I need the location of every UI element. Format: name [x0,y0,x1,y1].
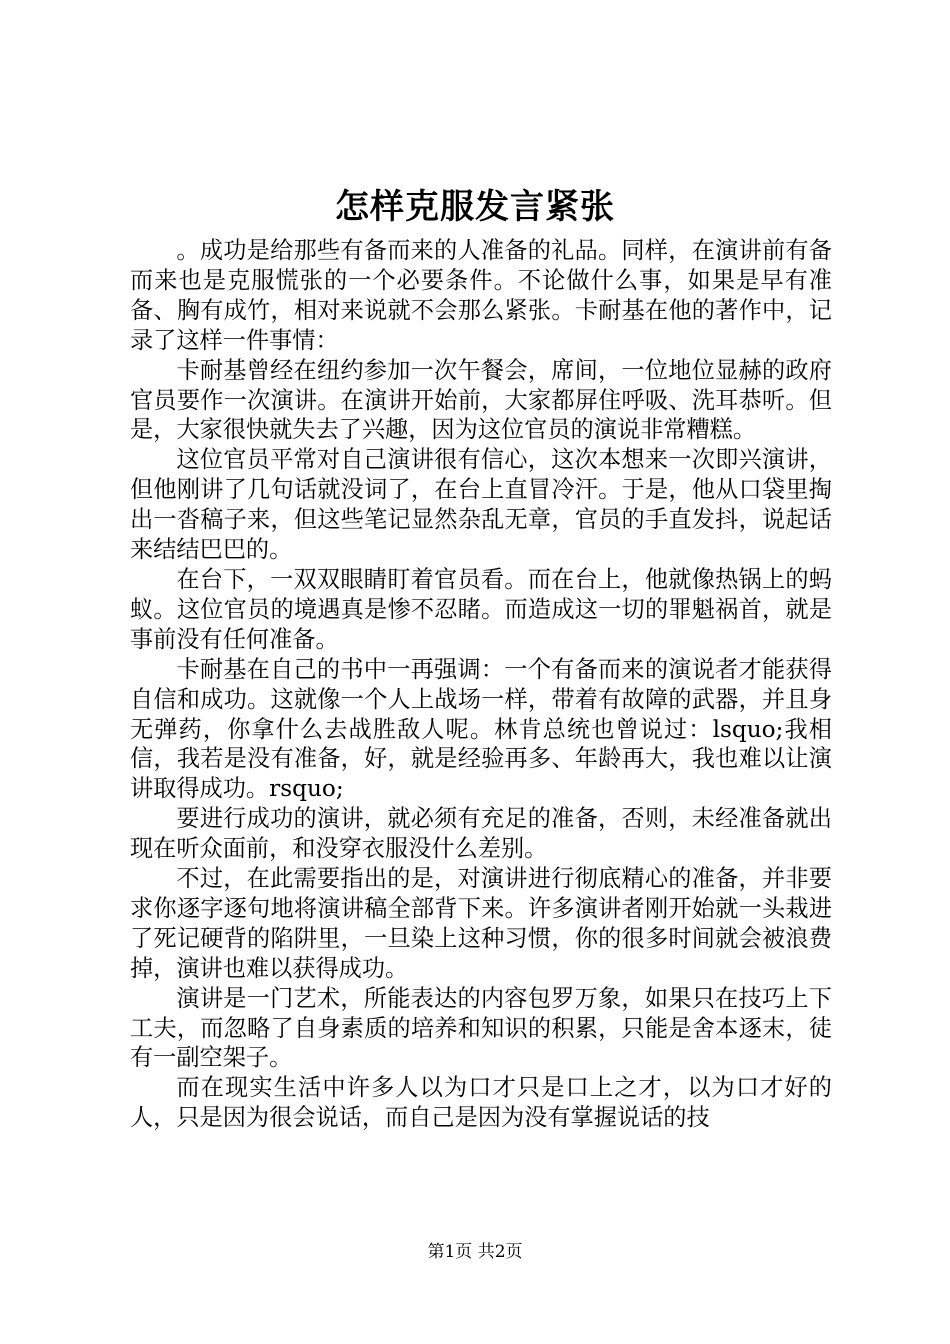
article-body [130,236,832,1133]
paragraph: 而在现实生活中许多人以为口才只是口上之才，以为口才好的人，只是因为很会说话，而自己是因为没有掌握说话的技 [130,1074,832,1132]
paragraph: 卡耐基在自己的书中一再强调：一个有备而来的演说者才能获得自信和成功。这就像一个人上战场一样，带着有故障的武器，并且身无弹药，你拿什么去战胜敌人呢。林肯总统也曾说过：lsquo;我相信，我若是没有准备，好，就是经验再多、年龄再大，我也难以让演讲取得成功。rsquo; [130,655,832,803]
paragraph: 这位官员平常对自己演讲很有信心，这次本想来一次即兴演讲，但他刚讲了几句话就没词了，在台上直冒冷汗。于是，他从口袋里掏出一沓稿子来，但这些笔记显然杂乱无章，官员的手直发抖，说起话来结结巴巴的。 [130,446,832,564]
paragraph: 要进行成功的演讲，就必须有充足的准备，否则，未经准备就出现在听众面前，和没穿衣服没什么差别。 [130,805,832,863]
paragraph: 不过，在此需要指出的是，对演讲进行彻底精心的准备，并非要求你逐字逐句地将演讲稿全部背下来。许多演讲者刚开始就一头栽进了死记硬背的陷阱里，一旦染上这种习惯，你的很多时间就会被浪费掉，演讲也难以获得成功。 [130,865,832,982]
page-number-footer: 第1页 共2页 [427,1242,523,1262]
paragraph: 。成功是给那些有备而来的人准备的礼品。同样，在演讲前有备而来也是克服慌张的一个必要条件。不论做什么事，如果是早有准备、胸有成竹，相对来说就不会那么紧张。卡耐基在他的著作中，记录了这样一件事情： [130,237,832,354]
paragraph: 卡耐基曾经在纽约参加一次午餐会，席间，一位地位显赫的政府官员要作一次演讲。在演讲开始前，大家都屏住呼吸、洗耳恭听。但是，大家很快就失去了兴趣，因为这位官员的演说非常糟糕。 [130,356,832,444]
paragraph: 演讲是一门艺术，所能表达的内容包罗万象，如果只在技巧上下工夫，而忽略了自身素质的培养和知识的积累，只能是舍本逐末，徒有一副空架子。 [130,984,832,1072]
paragraph: 在台下，一双双眼睛盯着官员看。而在台上，他就像热锅上的蚂蚁。这位官员的境遇真是惨不忍睹。而造成这一切的罪魁祸首，就是事前没有任何准备。 [130,565,832,653]
page-title: 怎样克服发言紧张 [335,187,615,227]
